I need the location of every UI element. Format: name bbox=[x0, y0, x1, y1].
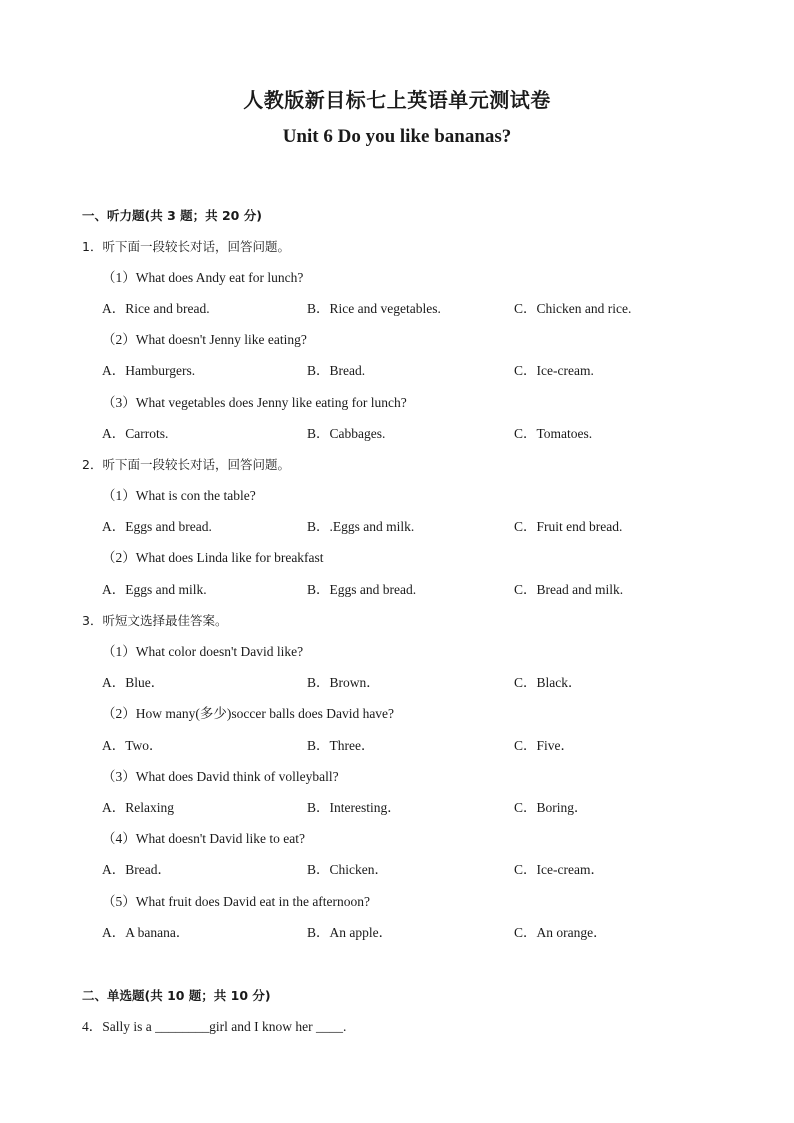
option-a: A．A banana． bbox=[102, 925, 190, 940]
sub-question: （1）What is con the table? bbox=[102, 488, 256, 503]
option-b: B．Eggs and bread. bbox=[307, 582, 417, 597]
sub-question: （5）What fruit does David eat in the afternoon? bbox=[102, 894, 371, 909]
sub-question: （3）What vegetables does Jenny like eating for lunch? bbox=[102, 395, 407, 410]
sub-question: （2）What does Linda like for breakfast bbox=[102, 550, 324, 565]
section-heading-listening: 一、听力题(共 3 题；共 20 分) bbox=[82, 208, 262, 223]
section-heading-single-choice: 二、单选题(共 10 题；共 10 分) bbox=[82, 988, 271, 1003]
option-c: C．Ice-cream． bbox=[514, 862, 604, 877]
option-b: B．Three． bbox=[307, 738, 375, 753]
option-b: B．Brown． bbox=[307, 675, 380, 690]
option-a: A．Bread． bbox=[102, 862, 171, 877]
option-c: C．Ice-cream. bbox=[514, 363, 594, 378]
sub-question: （2）What doesn't Jenny like eating? bbox=[102, 332, 307, 347]
option-b: B．Bread. bbox=[307, 363, 366, 378]
option-c: C．Five． bbox=[514, 738, 575, 753]
option-c: C．Fruit end bread. bbox=[514, 519, 623, 534]
option-a: A．Hamburgers. bbox=[102, 363, 196, 378]
option-a: A．Carrots. bbox=[102, 426, 169, 441]
question-stem: 4．Sally is a ________girl and I know her ____. bbox=[82, 1019, 347, 1034]
option-c: C．Boring． bbox=[514, 800, 588, 815]
option-b: B．An apple． bbox=[307, 925, 393, 940]
option-c: C．Chicken and rice. bbox=[514, 301, 632, 316]
question-stem: 1．听下面一段较长对话，回答问题。 bbox=[82, 239, 290, 254]
question-stem: 2．听下面一段较长对话，回答问题。 bbox=[82, 457, 290, 472]
option-a: A．Eggs and milk. bbox=[102, 582, 207, 597]
option-c: C．An orange． bbox=[514, 925, 607, 940]
sub-question: （3）What does David think of volleyball? bbox=[102, 769, 339, 784]
option-a: A．Two． bbox=[102, 738, 163, 753]
sub-question: （2）How many(多少)soccer balls does David have? bbox=[102, 706, 395, 721]
option-b: B．Chicken． bbox=[307, 862, 388, 877]
sub-question: （1）What does Andy eat for lunch? bbox=[102, 270, 304, 285]
option-b: B．Interesting． bbox=[307, 800, 401, 815]
sub-question: （1）What color doesn't David like? bbox=[102, 644, 304, 659]
option-a: A．Relaxing bbox=[102, 800, 174, 815]
option-c: C．Bread and milk. bbox=[514, 582, 624, 597]
option-a: A．Rice and bread. bbox=[102, 301, 210, 316]
sub-question: （4）What doesn't David like to eat? bbox=[102, 831, 306, 846]
option-a: A．Eggs and bread. bbox=[102, 519, 212, 534]
option-a: A．Blue． bbox=[102, 675, 165, 690]
question-stem: 3．听短文选择最佳答案。 bbox=[82, 613, 228, 628]
option-b: B．Cabbages. bbox=[307, 426, 386, 441]
option-b: B．.Eggs and milk. bbox=[307, 519, 415, 534]
option-b: B．Rice and vegetables. bbox=[307, 301, 441, 316]
option-c: C．Tomatoes. bbox=[514, 426, 593, 441]
exam-title: 人教版新目标七上英语单元测试卷 bbox=[243, 88, 551, 112]
unit-subtitle: Unit 6 Do you like bananas? bbox=[282, 126, 512, 147]
option-c: C．Black． bbox=[514, 675, 582, 690]
